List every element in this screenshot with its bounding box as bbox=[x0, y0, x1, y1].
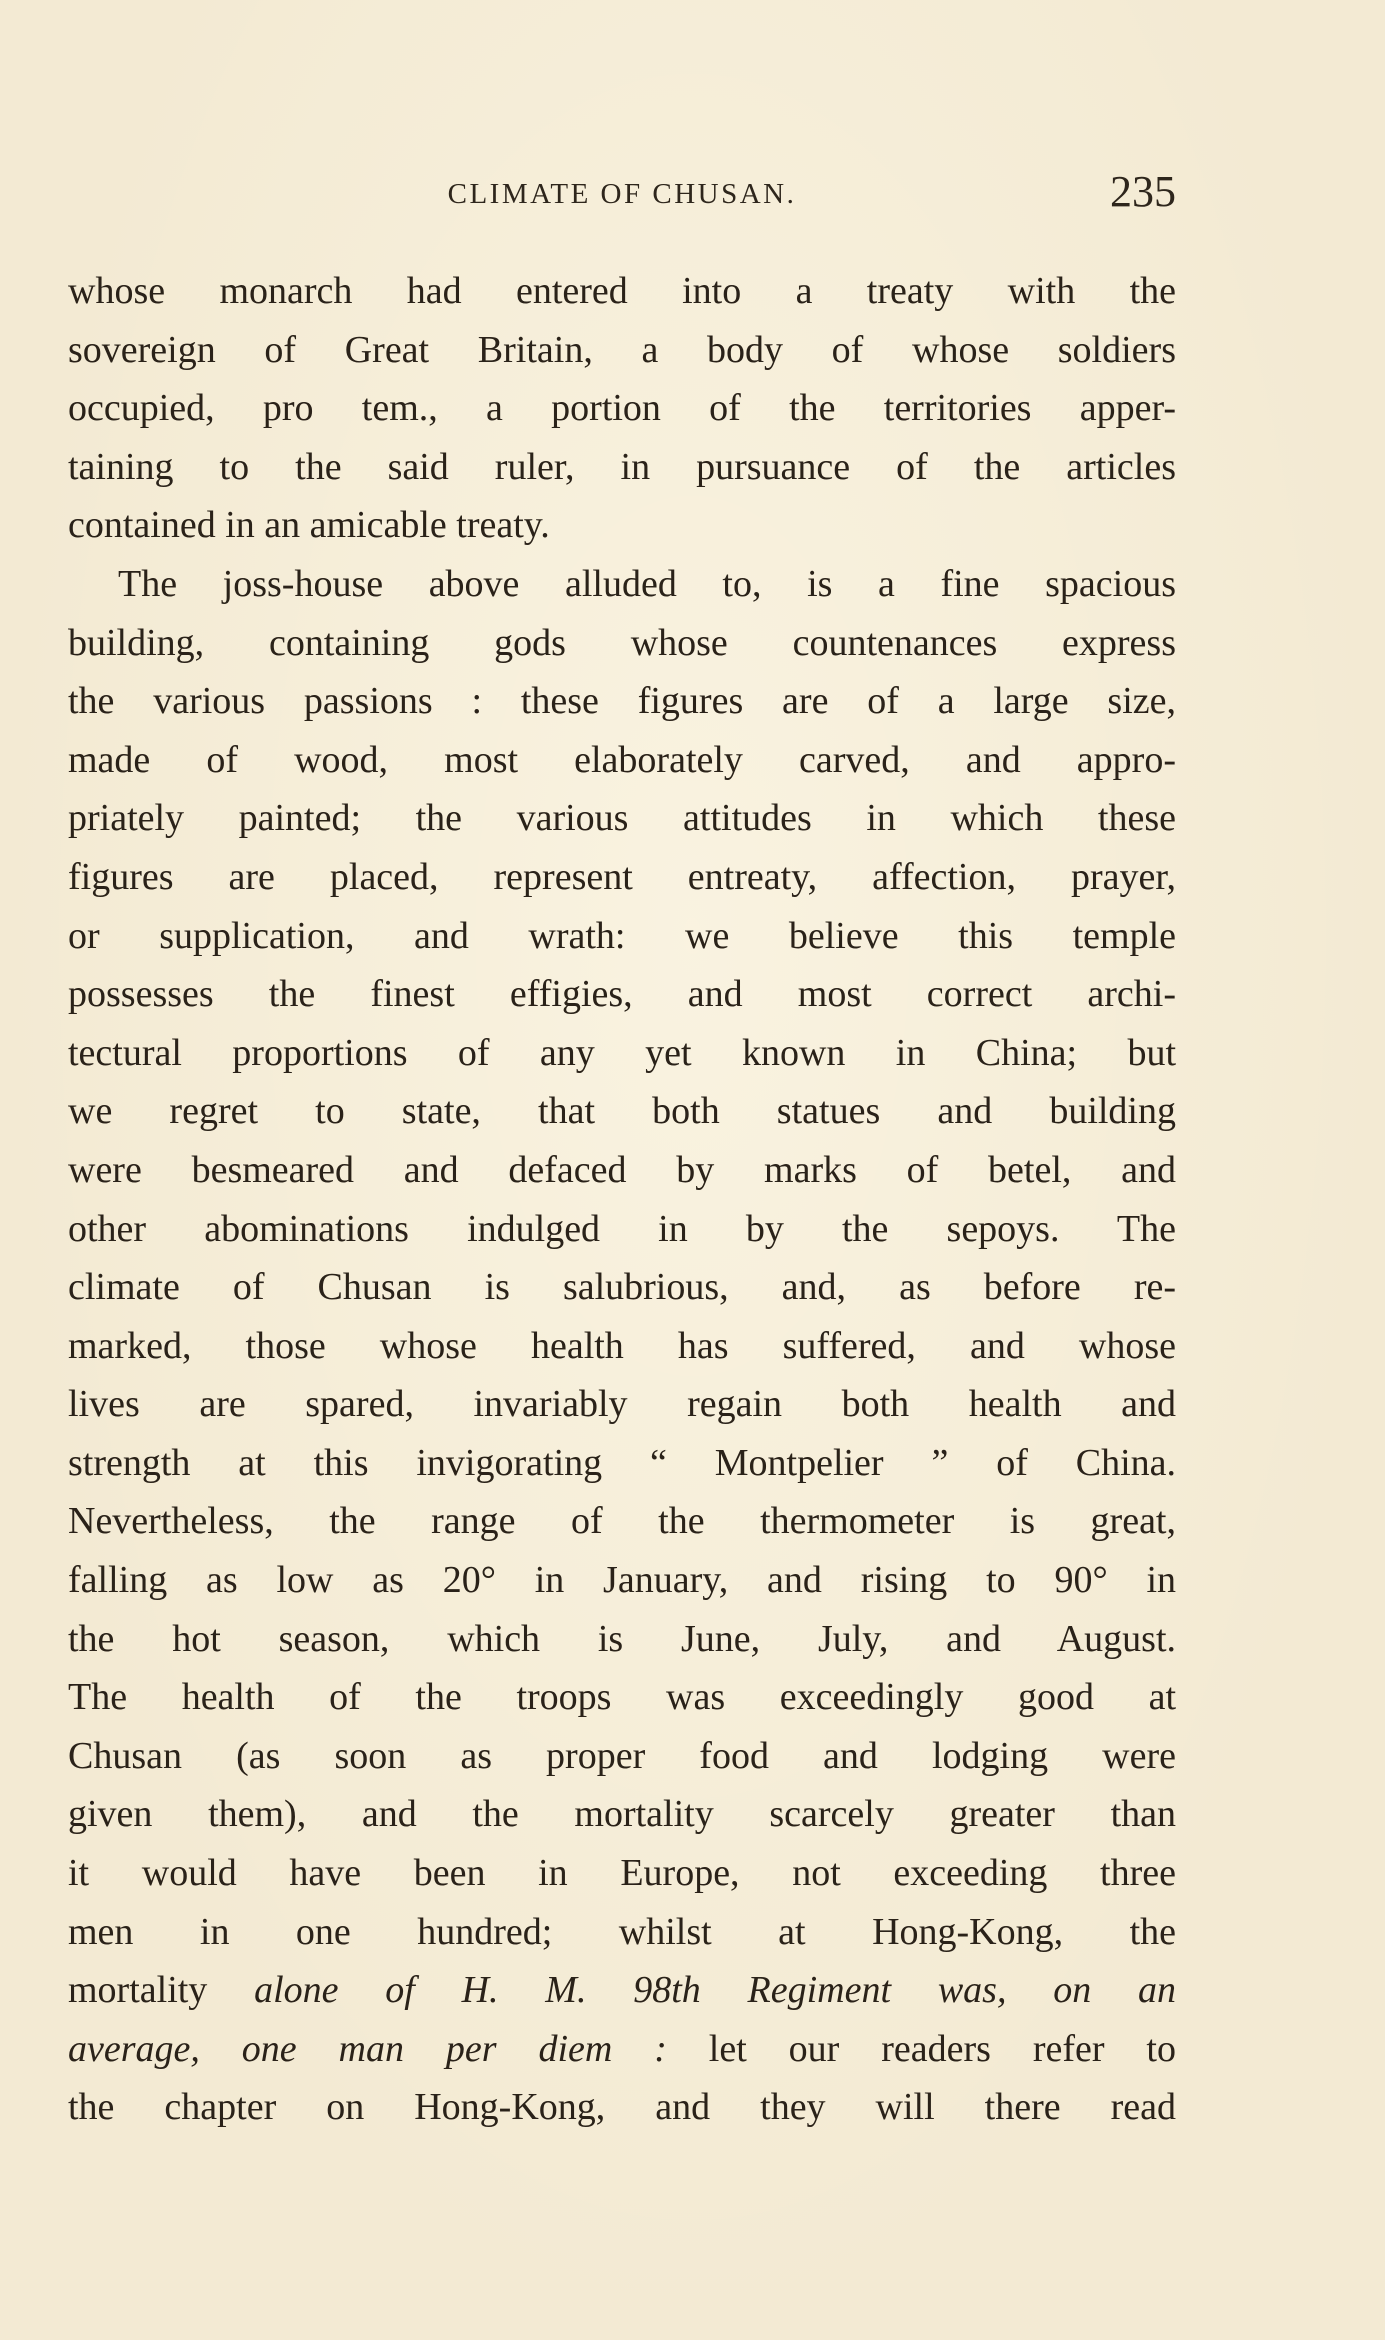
text-line: Chusan (as soon as proper food and lodging were bbox=[68, 1734, 1176, 1777]
running-title: CLIMATE OF CHUSAN. bbox=[447, 178, 797, 210]
text-line-mixed bbox=[68, 2020, 1176, 2079]
text-line: possesses the finest effigies, and most correct archi- bbox=[68, 973, 1176, 1016]
text-line: it would have been in Europe, not exceeding three bbox=[68, 1852, 1176, 1895]
text-line: strength at this invigorating “ Montpelier ” of China. bbox=[68, 1441, 1176, 1484]
text-line: the hot season, which is June, July, and August. bbox=[68, 1617, 1176, 1660]
body-text bbox=[68, 262, 1176, 2137]
text-line: lives are spared, invariably regain both health and bbox=[68, 1383, 1176, 1426]
text-run: let our readers refer to bbox=[666, 2027, 1176, 2070]
text-line: marked, those whose health has suffered, and whose bbox=[68, 1324, 1176, 1367]
page-number: 235 bbox=[1110, 167, 1176, 216]
italic-run: alone of H. M. 98th Regiment was, on an bbox=[254, 1969, 1176, 2012]
text-line: falling as low as 20° in January, and rising to 90° in bbox=[68, 1559, 1176, 1602]
text-line-mixed bbox=[68, 1961, 1176, 2020]
text-line: were besmeared and defaced by marks of betel, and bbox=[68, 1148, 1176, 1191]
text-line: or supplication, and wrath: we believe this temple bbox=[68, 914, 1176, 957]
text-line: men in one hundred; whilst at Hong-Kong, the bbox=[68, 1910, 1176, 1953]
text-line: we regret to state, that both statues and building bbox=[68, 1090, 1176, 1133]
text-line: Nevertheless, the range of the thermometer is great, bbox=[68, 1500, 1176, 1543]
text-line: occupied, pro tem., a portion of the territories apper- bbox=[68, 387, 1176, 430]
text-line: contained in an amicable treaty. bbox=[68, 504, 550, 547]
text-run: mortality bbox=[68, 1969, 255, 2012]
text-line: figures are placed, represent entreaty, affection, prayer, bbox=[68, 855, 1176, 898]
text-line: the various passions : these figures are of a large size, bbox=[68, 680, 1176, 723]
text-line: given them), and the mortality scarcely greater than bbox=[68, 1793, 1176, 1836]
text-line: building, containing gods whose countenances express bbox=[68, 621, 1176, 664]
text-line: climate of Chusan is salubrious, and, as before re- bbox=[68, 1266, 1176, 1309]
text-line: the chapter on Hong-Kong, and they will there read bbox=[68, 2086, 1176, 2129]
italic-run: average, one man per diem : bbox=[68, 2027, 667, 2070]
text-line: priately painted; the various attitudes in which these bbox=[68, 797, 1176, 840]
text-line: tectural proportions of any yet known in China; but bbox=[68, 1031, 1176, 1074]
paragraph-2 bbox=[68, 555, 1176, 2137]
text-line: The health of the troops was exceedingly good at bbox=[68, 1676, 1176, 1719]
running-head bbox=[68, 166, 1176, 226]
text-line: whose monarch had entered into a treaty with the bbox=[68, 270, 1176, 312]
text-line: other abominations indulged in by the sepoys. The bbox=[68, 1207, 1176, 1250]
text-line: sovereign of Great Britain, a body of whose soldiers bbox=[68, 328, 1176, 371]
text-line: taining to the said ruler, in pursuance of the articles bbox=[68, 445, 1176, 488]
paragraph-1 bbox=[68, 262, 1176, 555]
text-line: The joss-house above alluded to, is a fine spacious bbox=[118, 562, 1176, 605]
text-line: made of wood, most elaborately carved, and appro- bbox=[68, 738, 1176, 781]
